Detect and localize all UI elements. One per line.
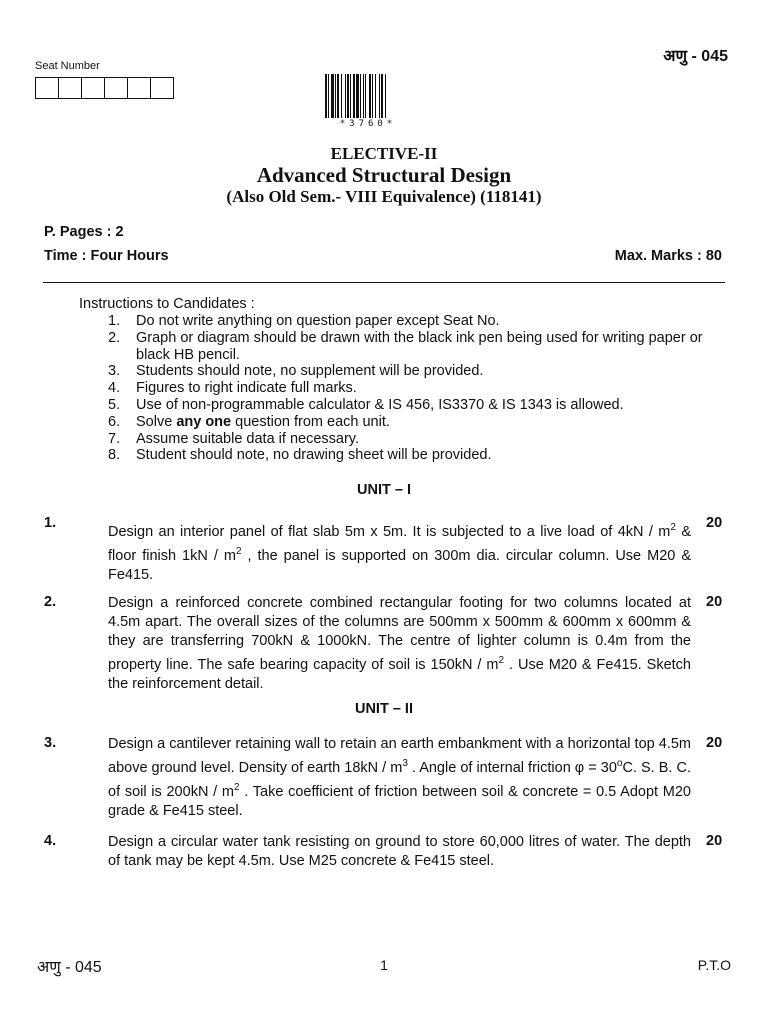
seat-box (127, 77, 151, 99)
pto-label: P.T.O (697, 957, 731, 973)
barcode (325, 74, 411, 120)
question-text: Design a reinforced concrete combined rectangular footing for two columns located at 4.5m apart. The overall sizes of the columns are 500mm x 500mm & 600mm x 600mm & they are transferring 700kN & 1000kN. The centre of lighter column is 0.4m from the property line. The safe bearing capacity of soil is $150kN / m^2$ . Use M20 & Fe415. Sketch the reinforcement detail. (108, 595, 691, 692)
seat-box (35, 77, 59, 99)
instruction-item: 8. Student should note, no drawing sheet will be provided. (108, 447, 492, 464)
question-number: 2. (44, 594, 57, 610)
question-text: Design a cantilever retaining wall to retain an earth embankment with a horizontal top 4.5m above ground level. Density of earth $18kN / m^3$ . Angle of internal friction $\varphi = 30^oC$. S. B. C. of soil is $200kN / m^2$ . Take coefficient of friction between soil & concrete = 0.5 Adopt M20 grade & Fe415 steel. (108, 736, 691, 819)
instruction-item: 1. Do not write anything on question paper except Seat No. (108, 313, 500, 329)
max-marks: Max. Marks : 80 (614, 248, 722, 264)
paper-subtitle: (Also Old Sem.- VIII Equivalence) (118141) (226, 187, 542, 206)
question-text: Design a circular water tank resisting on ground to store 60,000 litres of water. The depth of tank may be kept 4.5m. Use M25 concrete & Fe415 steel. (108, 834, 691, 869)
instruction-item: 3. Students should note, no supplement will be provided. (108, 363, 484, 380)
instructions-list (108, 313, 708, 464)
question-number: 1. (44, 515, 57, 531)
instruction-item: 5. Use of non-programmable calculator & IS 456, IS3370 & IS 1343 is allowed. (108, 396, 624, 413)
unit-heading: UNIT – I (357, 482, 411, 498)
question-text: Design an interior panel of flat slab 5m x 5m. It is subjected to a live load of $4kN / m^2$ & floor finish $1kN / m^2$ , the panel is supported on 300m dia. circular column. Use M20 & Fe415. (108, 522, 691, 583)
seat-box (150, 77, 174, 99)
instruction-item: 2. Graph or diagram should be drawn with the black ink pen being used for writing paper or black HB pencil. (108, 329, 703, 363)
barcode-number: *3760* (339, 119, 397, 129)
seat-number-label: Seat Number (35, 60, 100, 72)
instruction-item: 6. Solve any one question from each unit. (108, 413, 390, 430)
unit-heading: UNIT – II (354, 701, 413, 717)
exam-time: Time : Four Hours (44, 248, 169, 264)
question-marks: 20 (706, 833, 723, 849)
paper-code: अणु - 045 (663, 48, 728, 65)
page-number: 1 (380, 957, 388, 973)
seat-box (58, 77, 82, 99)
elective-heading: ELECTIVE-II (330, 144, 438, 163)
question-marks: 20 (706, 515, 723, 531)
page-count: P. Pages : 2 (44, 224, 124, 240)
instructions-title: Instructions to Candidates : (79, 296, 255, 312)
footer-paper-code: अणु - 045 (37, 959, 102, 976)
question-number: 3. (44, 735, 57, 751)
instruction-item: 4. Figures to right indicate full marks. (108, 380, 357, 397)
seat-box (81, 77, 105, 99)
question-marks: 20 (706, 735, 723, 751)
paper-title: Advanced Structural Design (256, 163, 512, 187)
seat-number-boxes (35, 77, 173, 99)
divider (43, 282, 725, 283)
seat-box (104, 77, 128, 99)
instruction-item: 7. Assume suitable data if necessary. (108, 430, 359, 447)
question-marks: 20 (706, 594, 723, 610)
question-number: 4. (44, 833, 57, 849)
